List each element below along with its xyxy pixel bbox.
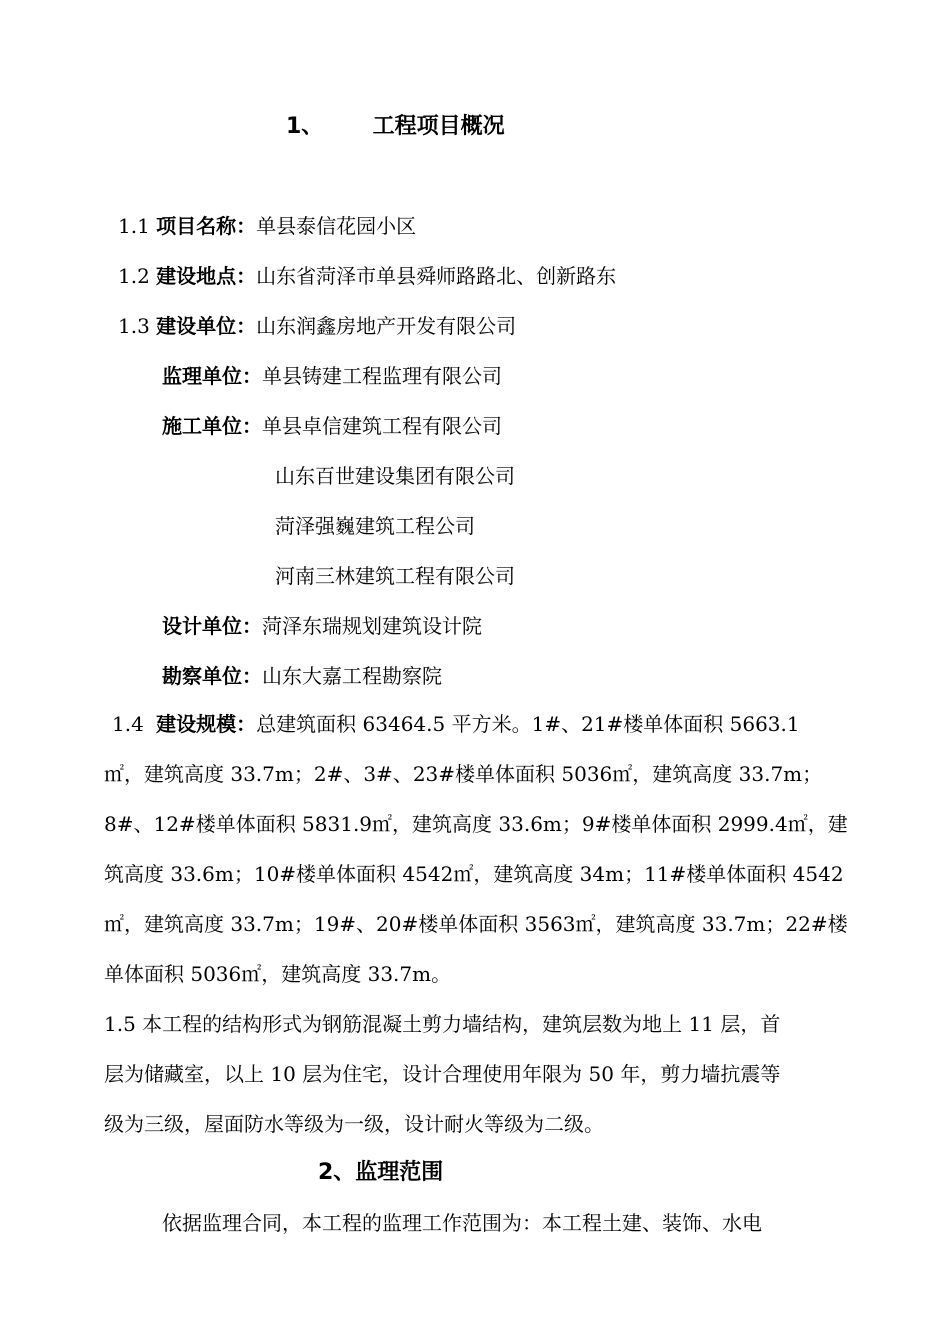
- item-number: 1.4: [112, 712, 144, 736]
- section-1-heading: [286, 112, 505, 142]
- contractor-line-2: 山东百世建设集团有限公司: [275, 464, 515, 488]
- item-label: 建设地点：: [156, 264, 257, 288]
- structure-line-3: 级为三级，屋面防水等级为一级，设计耐火等级为二级。: [104, 1112, 604, 1136]
- item-designer: [162, 611, 482, 641]
- scale-text: 总建筑面积 63464.5 平方米。1#、21#楼单体面积 5663.1: [256, 712, 800, 736]
- scale-line-1: [112, 709, 800, 739]
- item-number: 1.3: [118, 314, 150, 338]
- scale-line-4: 筑高度 33.6m；10#楼单体面积 4542㎡，建筑高度 34m；11#楼单体面积 4542: [104, 862, 844, 886]
- item-value: 山东大嘉工程勘察院: [262, 664, 442, 688]
- item-owner: [118, 311, 516, 341]
- item-value: 菏泽东瑞规划建筑设计院: [262, 614, 482, 638]
- scale-line-6: 单体面积 5036㎡，建筑高度 33.7m。: [104, 962, 452, 986]
- item-value: 单县卓信建筑工程有限公司: [262, 414, 502, 438]
- contractor-line-4: 河南三林建筑工程有限公司: [275, 564, 515, 588]
- item-label: 建设规模：: [156, 712, 257, 736]
- section-2-intro: 依据监理合同，本工程的监理工作范围为：本工程土建、装饰、水电: [162, 1211, 762, 1235]
- section-1-number: 1、: [286, 114, 324, 139]
- item-contractor: [162, 411, 502, 441]
- item-value: 山东省菏泽市单县舜师路路北、创新路东: [256, 264, 617, 288]
- item-label: 勘察单位：: [162, 664, 262, 688]
- contractor-line-3: 菏泽强巍建筑工程公司: [275, 514, 475, 538]
- item-supervisor: [162, 361, 502, 391]
- item-value: 单县铸建工程监理有限公司: [262, 364, 502, 388]
- item-value: 山东润鑫房地产开发有限公司: [256, 314, 517, 338]
- item-value: 单县泰信花园小区: [256, 214, 417, 238]
- item-surveyor: [162, 661, 442, 691]
- item-label: 设计单位：: [162, 614, 262, 638]
- item-location: [118, 261, 616, 291]
- section-1-title: 工程项目概况: [372, 114, 505, 139]
- item-label: 施工单位：: [162, 414, 262, 438]
- item-label: 监理单位：: [162, 364, 262, 388]
- scale-line-3: 8#、12#楼单体面积 5831.9㎡，建筑高度 33.6m；9#楼单体面积 2999.4㎡，建: [104, 812, 848, 836]
- item-number: 1.1: [118, 214, 150, 238]
- item-label: 建设单位：: [156, 314, 257, 338]
- item-label: 项目名称：: [156, 214, 257, 238]
- structure-line-1: 1.5 本工程的结构形式为钢筋混凝土剪力墙结构，建筑层数为地上 11 层，首: [104, 1012, 781, 1036]
- scale-line-2: ㎡，建筑高度 33.7m；2#、3#、23#楼单体面积 5036㎡，建筑高度 33.7m；: [104, 762, 823, 786]
- scale-line-5: ㎡，建筑高度 33.7m；19#、20#楼单体面积 3563㎡，建筑高度 33.7m；22#楼: [104, 912, 848, 936]
- item-number: 1.2: [118, 264, 150, 288]
- item-project-name: [118, 211, 416, 241]
- section-2-heading: 2、监理范围: [318, 1160, 444, 1185]
- structure-line-2: 层为储藏室，以上 10 层为住宅，设计合理使用年限为 50 年，剪力墙抗震等: [104, 1062, 781, 1086]
